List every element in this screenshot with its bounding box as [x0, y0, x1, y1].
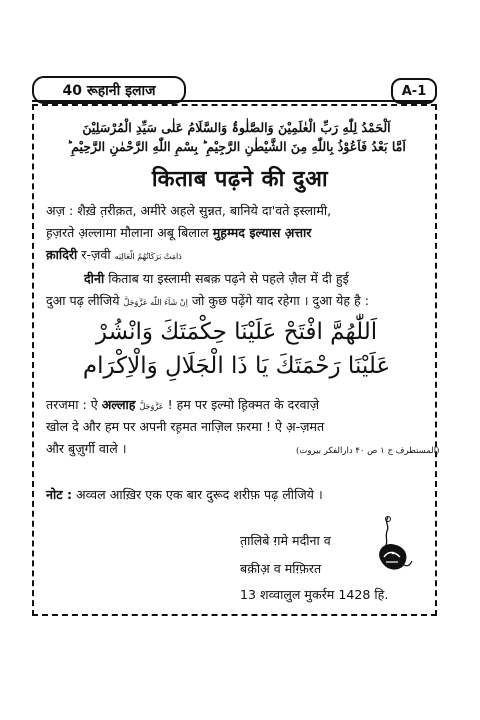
intro-bold-word: दीनी	[84, 271, 105, 286]
header-rule	[32, 100, 432, 102]
note-line	[46, 484, 323, 506]
allah-word: अल्लाह	[101, 397, 136, 412]
reference-arabic: (المستطرف ج ۱ ص ۴۰ دارالفکر بیروت)	[296, 446, 440, 456]
intro-line-2-pre: दुआ पढ़ लीजिये	[46, 293, 124, 308]
arabic-header-line-2: اَمَّا بَعْدُ فَاَعُوْذُ بِاللّٰهِ مِنَ الشَّیْطٰنِ الرَّجِیْمِ ؕ بِسْمِ اللّٰهِ الرَّحْمٰنِ الرَّحِیْمِ ؕ	[67, 139, 406, 154]
note-text: अव्वल आख़िर एक एक बार दुरूद शरीफ़ पढ़ लीजिये ।	[72, 487, 323, 502]
author-line-2	[46, 222, 311, 244]
author-line-3-text: र-ज़वी	[77, 247, 115, 262]
translation-line-1	[46, 394, 319, 418]
dua-line-2: عَلَیْنَا رَحْمَتَكَ یَا ذَا الْجَلَالِ وَالْاِکْرَام	[82, 353, 391, 379]
arabic-header-line-1: اَلْحَمْدُ لِلّٰهِ رَبِّ الْعٰلَمِیْنَ وَالصَّلٰوۃُ وَالسَّلَامُ عَلٰی سَیِّدِ الْمُرْسَلِیْنَ	[82, 120, 391, 135]
author-line-1: अज़ : शैख़े त़रीक़त, अमीरे अहले सुन्नत, बानिये दा'वते इस्लामी,	[46, 203, 332, 218]
translation-line-2: खोल दे और हम पर अपनी रह़मत नाज़िल फ़रमा ! ऐ अ़-ज़मत	[46, 419, 325, 434]
page-code: A-1	[401, 83, 427, 99]
translation-line-1-text: ! हम पर इल्मो ह़िक्मत के दरवाज़े	[163, 397, 320, 412]
translation-label: तरजमा : ऐ	[46, 397, 102, 412]
intro-line-1	[84, 268, 349, 290]
intro-line-1-text: किताब या इस्लामी सबक़ पढ़ने से पहले ज़ैल में दी हुई	[104, 271, 349, 286]
author-line-2-text: ह़ज़रते अ़ल्लामा मौलाना अबू बिलाल	[46, 225, 213, 240]
book-title: 40 रूहानी इलाज	[62, 82, 156, 99]
signature-line-1: त़ालिबे ग़मे मदीना व	[240, 533, 331, 548]
honorific-arabic: دَامَتْ بَرَكَاتُهُمُ الْعَالِيَه	[114, 252, 182, 261]
inshallah-arabic: اِنْ شَآءَ اللّٰه عَزَّوَجَلَّ	[123, 298, 188, 307]
note-label: नोट :	[46, 487, 73, 502]
signature-date: 13 शव्वालुल मुकर्रम 1428 हि.	[240, 587, 389, 602]
intro-line-2-post: जो कुछ पढ़ेंगे याद रहेगा । दुआ येह है :	[187, 293, 369, 308]
page-title: किताब पढ़ने की दुआ	[151, 167, 329, 192]
signature-line-2: बक़ीअ़ व मग़्फ़िरत	[240, 561, 322, 576]
dua-line-1: اَللّٰهُمَّ افْتَحْ عَلَیْنَا حِکْمَتَكَ وَانْشُرْ	[95, 319, 378, 345]
azza-wa-jal-arabic: عَزَّوَجَلَّ	[139, 402, 164, 411]
translation-line-3: और बुज़ुर्गी वाले ।	[46, 441, 127, 456]
calligraphy-signature-icon	[374, 515, 414, 575]
author-line-3	[46, 244, 182, 268]
author-name: मुह़म्मद इल्यास अ़त्तार	[212, 225, 312, 240]
intro-line-2	[46, 290, 369, 314]
author-name-qadiri: क़ादिरी	[46, 247, 78, 262]
